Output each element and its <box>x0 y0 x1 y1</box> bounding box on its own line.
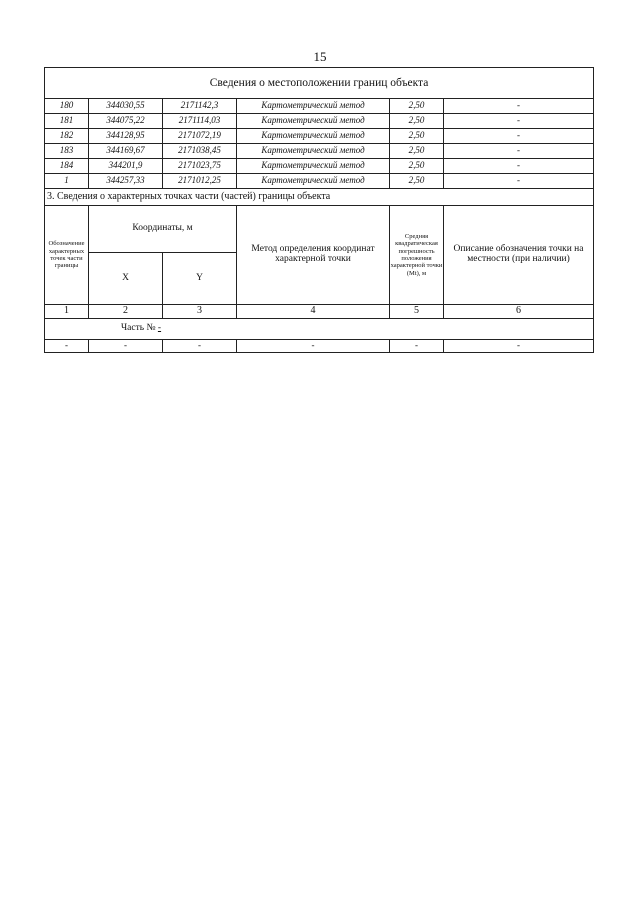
table-row <box>45 129 594 144</box>
point-cell: 180 <box>45 99 89 114</box>
method-cell: Картометрический метод <box>237 129 390 144</box>
point-cell: 183 <box>45 144 89 159</box>
header-accuracy: Средняя квадратическая погрешность положения характерной точки (Mt), м <box>390 206 444 305</box>
x-cell: 344030,55 <box>89 99 163 114</box>
header-x: X <box>89 253 163 305</box>
table-row <box>45 144 594 159</box>
section-3-title: 3. Сведения о характерных точках части (частей) границы объекта <box>45 189 594 206</box>
accuracy-cell: 2,50 <box>390 174 444 189</box>
y-cell: 2171012,25 <box>163 174 237 189</box>
point-cell: 1 <box>45 174 89 189</box>
accuracy-cell: 2,50 <box>390 129 444 144</box>
description-cell: - <box>444 144 594 159</box>
x-cell: 344075,22 <box>89 114 163 129</box>
x-cell: 344169,67 <box>89 144 163 159</box>
boundary-table <box>44 67 594 353</box>
y-cell: 2171072,19 <box>163 129 237 144</box>
y-cell: 2171142,3 <box>163 99 237 114</box>
column-number: 5 <box>390 305 444 319</box>
header-y: Y <box>163 253 237 305</box>
table-row <box>45 159 594 174</box>
empty-cell: - <box>237 340 390 353</box>
page-number: 15 <box>313 49 327 64</box>
empty-cell: - <box>444 340 594 353</box>
column-number: 2 <box>89 305 163 319</box>
table-row <box>45 114 594 129</box>
accuracy-cell: 2,50 <box>390 99 444 114</box>
empty-cell: - <box>45 340 89 353</box>
column-numbers-row <box>45 305 594 319</box>
table-row <box>45 174 594 189</box>
accuracy-cell: 2,50 <box>390 144 444 159</box>
y-cell: 2171038,45 <box>163 144 237 159</box>
description-cell: - <box>444 114 594 129</box>
x-cell: 344201,9 <box>89 159 163 174</box>
accuracy-cell: 2,50 <box>390 159 444 174</box>
header-method: Метод определения координат характерной точки <box>237 206 390 305</box>
point-cell: 181 <box>45 114 89 129</box>
column-number: 1 <box>45 305 89 319</box>
method-cell: Картометрический метод <box>237 144 390 159</box>
header-coordinates: Координаты, м <box>89 206 237 253</box>
method-cell: Картометрический метод <box>237 159 390 174</box>
header-point-designation: Обозначение характерных точек части границы <box>45 206 89 305</box>
column-number: 4 <box>237 305 390 319</box>
description-cell: - <box>444 159 594 174</box>
x-cell: 344128,95 <box>89 129 163 144</box>
point-cell: 184 <box>45 159 89 174</box>
y-cell: 2171114,03 <box>163 114 237 129</box>
column-number: 3 <box>163 305 237 319</box>
method-cell: Картометрический метод <box>237 174 390 189</box>
point-cell: 182 <box>45 129 89 144</box>
method-cell: Картометрический метод <box>237 114 390 129</box>
part-number: - <box>157 323 162 334</box>
part-label-cell <box>45 319 594 340</box>
column-number: 6 <box>444 305 594 319</box>
accuracy-cell: 2,50 <box>390 114 444 129</box>
method-cell: Картометрический метод <box>237 99 390 114</box>
x-cell: 344257,33 <box>89 174 163 189</box>
empty-cell: - <box>89 340 163 353</box>
description-cell: - <box>444 129 594 144</box>
table-title: Сведения о местоположении границ объекта <box>45 68 594 99</box>
part-label: Часть № <box>121 323 156 334</box>
description-cell: - <box>444 99 594 114</box>
empty-row <box>45 340 594 353</box>
empty-cell: - <box>163 340 237 353</box>
description-cell: - <box>444 174 594 189</box>
empty-cell: - <box>390 340 444 353</box>
header-description: Описание обозначения точки на местности (при наличии) <box>444 206 594 305</box>
y-cell: 2171023,75 <box>163 159 237 174</box>
table-row <box>45 99 594 114</box>
